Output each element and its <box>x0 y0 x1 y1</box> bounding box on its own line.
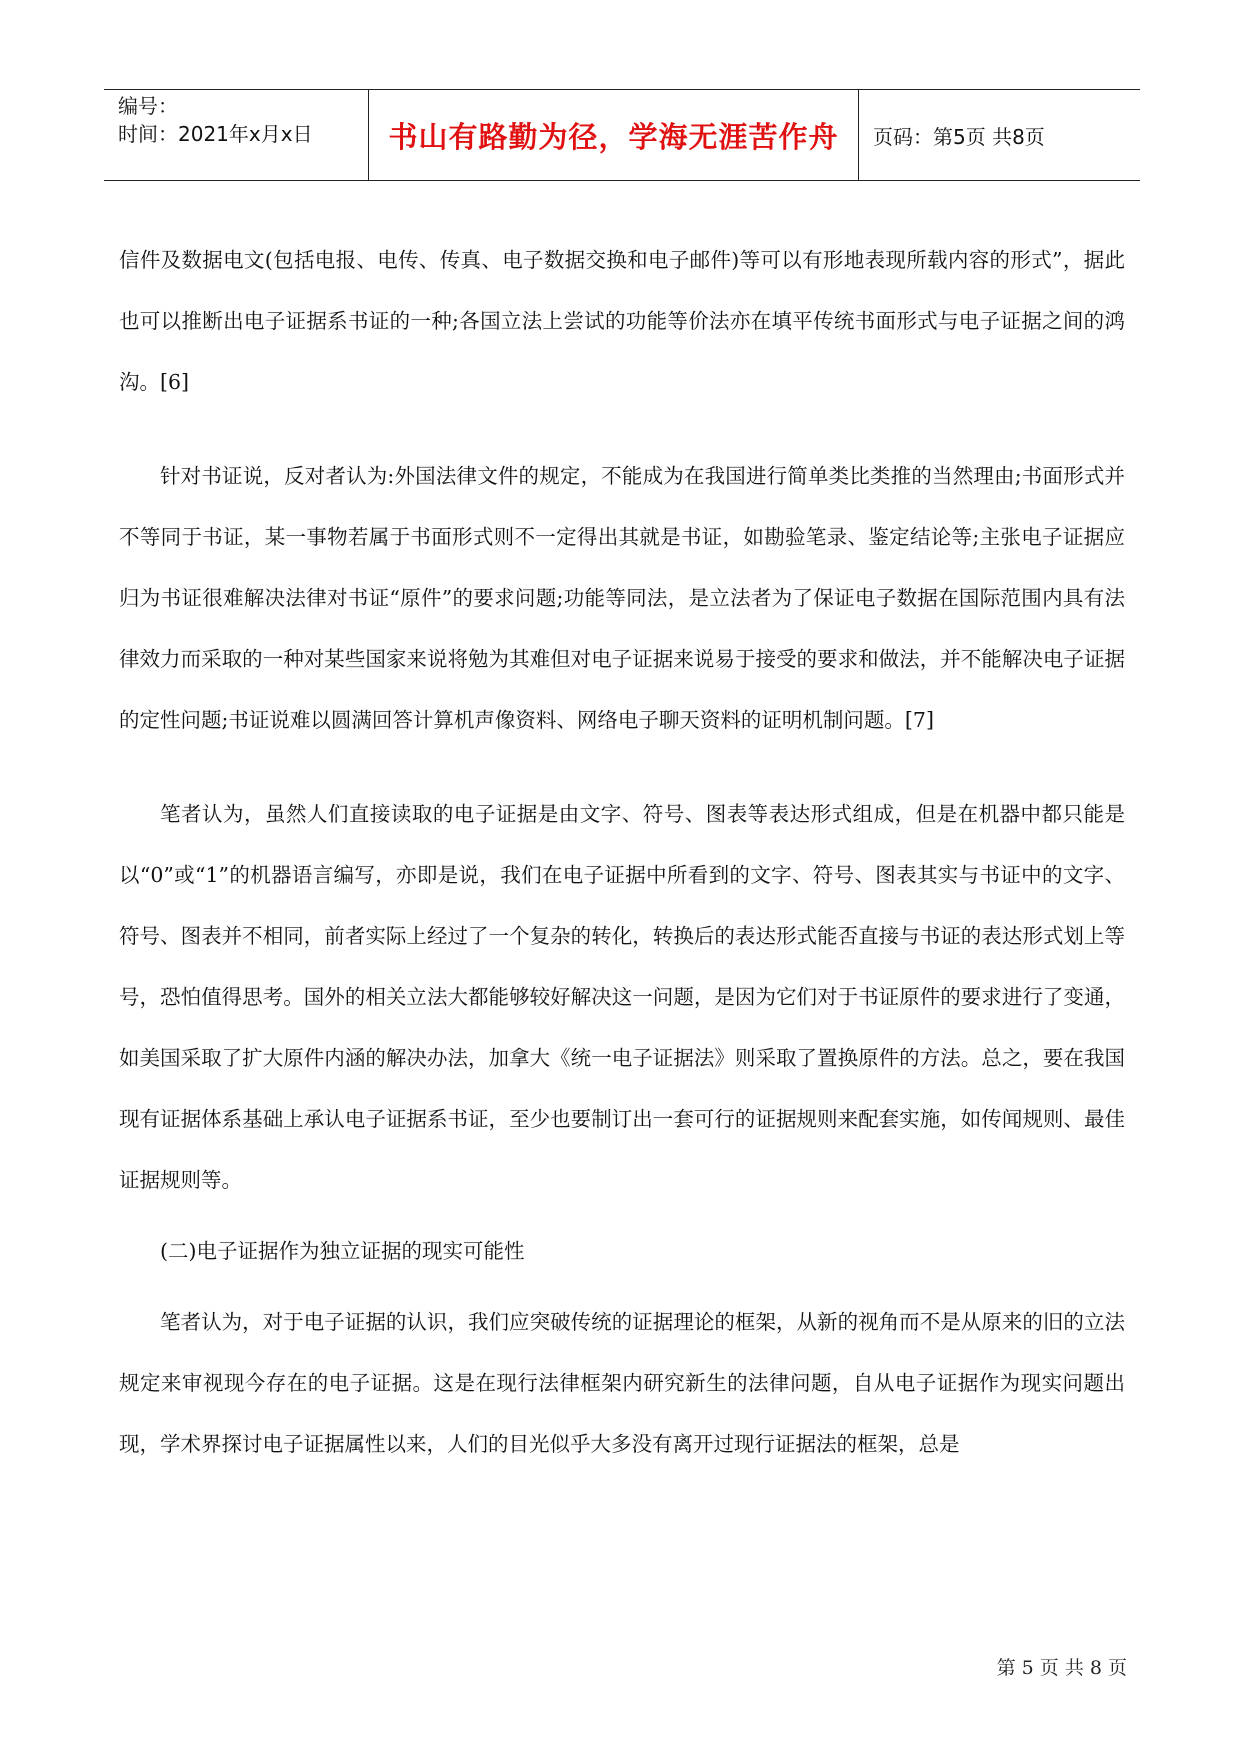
number-label: 编号： <box>118 94 178 118</box>
paragraph: 信件及数据电文(包括电报、电传、传真、电子数据交换和电子邮件)等可以有形地表现所载内容的形式”，据此也可以推断出电子证据系书证的一种;各国立法上尝试的功能等价法亦在填平传统书面形式与电子证据之间的鸿沟。[6] <box>119 248 1125 394</box>
paragraph: 针对书证说，反对者认为:外国法律文件的规定，不能成为在我国进行简单类比类推的当然理由;书面形式并不等同于书证，某一事物若属于书面形式则不一定得出其就是书证，如勘验笔录、鉴定结论等;主张电子证据应归为书证很难解决法律对书证“原件”的要求问题;功能等同法，是立法者为了保证电子数据在国际范围内具有法律效力而采取的一种对某些国家来说将勉为其难但对电子证据来说易于接受的要求和做法，并不能解决电子证据的定性问题;书证说难以圆满回答计算机声像资料、网络电子聊天资料的证明机制问题。[7] <box>119 464 1125 732</box>
header-page-cell <box>859 90 1140 180</box>
paragraph: 笔者认为，对于电子证据的认识，我们应突破传统的证据理论的框架，从新的视角而不是从原来的旧的立法规定来审视现今存在的电子证据。这是在现行法律框架内研究新生的法律问题，自从电子证据作为现实问题出现，学术界探讨电子证据属性以来，人们的目光似乎大多没有离开过现行证据法的框架，总是 <box>119 1310 1125 1456</box>
document-body <box>119 230 1125 1475</box>
header-motto-cell <box>369 90 859 180</box>
section-heading: (二)电子证据作为独立证据的现实可能性 <box>160 1239 525 1263</box>
page-footer: 第 5 页 共 8 页 <box>996 1657 1127 1679</box>
motto-text: 书山有路勤为径，学海无涯苦作舟 <box>388 119 839 154</box>
header-meta <box>104 90 369 180</box>
page-info: 页码：第5页 共8页 <box>873 124 1045 149</box>
time-label: 时间：2021年x月x日 <box>118 122 313 146</box>
document-header <box>104 89 1140 181</box>
paragraph: 笔者认为，虽然人们直接读取的电子证据是由文字、符号、图表等表达形式组成，但是在机器中都只能是以“0”或“1”的机器语言编写，亦即是说，我们在电子证据中所看到的文字、符号、图表其实与书证中的文字、符号、图表并不相同，前者实际上经过了一个复杂的转化，转换后的表达形式能否直接与书证的表达形式划上等号，恐怕值得思考。国外的相关立法大都能够较好解决这一问题，是因为它们对于书证原件的要求进行了变通，如美国采取了扩大原件内涵的解决办法，加拿大《统一电子证据法》则采取了置换原件的方法。总之，要在我国现有证据体系基础上承认电子证据系书证，至少也要制订出一套可行的证据规则来配套实施，如传闻规则、最佳证据规则等。 <box>119 802 1125 1192</box>
